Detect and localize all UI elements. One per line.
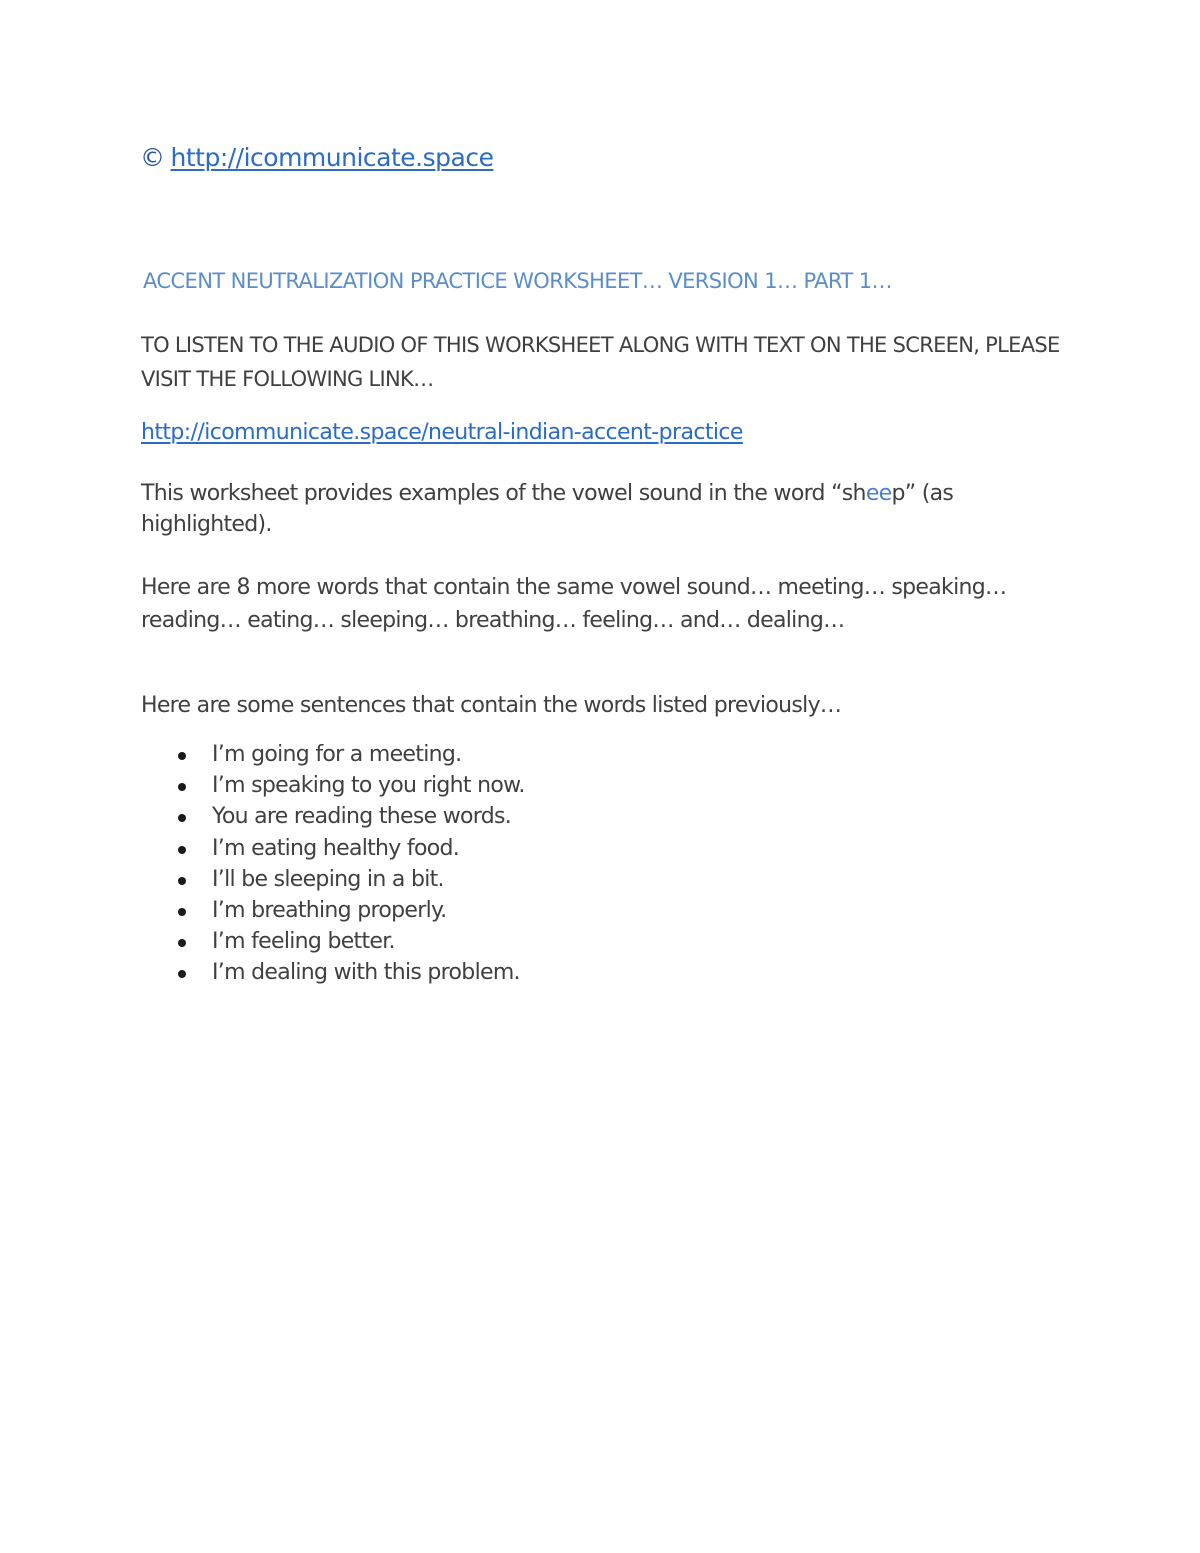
bullet-icon [178, 752, 186, 760]
bullet-icon [178, 814, 186, 822]
worksheet-heading: ACCENT NEUTRALIZATION PRACTICE WORKSHEET… VERSION 1… PART 1… [143, 269, 892, 293]
sentence-text: I’ll be sleeping in a bit. [212, 866, 444, 892]
list-item [141, 801, 525, 832]
list-item [141, 926, 525, 957]
words-paragraph: Here are 8 more words that contain the same vowel sound… meeting… speaking… reading… eating… sleeping… breathing… feeling… and… dealing… [141, 575, 1007, 633]
sentence-text: I’m feeling better. [212, 929, 395, 955]
list-item [141, 833, 525, 864]
sentence-text: You are reading these words. [212, 804, 512, 830]
bullet-icon [178, 908, 186, 916]
list-item [141, 864, 525, 895]
sheep-text-after: p” (as highlighted). [141, 481, 954, 537]
sentence-text: I’m speaking to you right now. [212, 773, 525, 799]
sentence-text: I’m dealing with this problem. [212, 960, 520, 986]
bullet-icon [178, 783, 186, 791]
list-item [141, 739, 525, 770]
audio-instructions: TO LISTEN TO THE AUDIO OF THIS WORKSHEET ALONG WITH TEXT ON THE SCREEN, PLEASE VISIT THE FOLLOWING LINK… [141, 333, 1060, 391]
bullet-icon [178, 877, 186, 885]
sentence-list [141, 739, 525, 989]
list-item [141, 770, 525, 801]
sentences-intro: Here are some sentences that contain the words listed previously… [141, 693, 842, 718]
sentence-text: I’m breathing properly. [212, 897, 447, 923]
sheep-text-before: This worksheet provides examples of the vowel sound in the word “sh [141, 481, 866, 506]
copyright-symbol: © [140, 143, 165, 172]
list-item [141, 957, 525, 988]
bullet-icon [178, 939, 186, 947]
vowel-highlight: ee [865, 481, 892, 506]
sentence-text: I’m eating healthy food. [212, 835, 460, 861]
sentence-text: I’m going for a meeting. [212, 742, 462, 767]
sheep-paragraph [141, 478, 1061, 540]
bullet-icon [178, 846, 186, 854]
bullet-icon [178, 970, 186, 978]
copyright-line [140, 143, 493, 172]
site-link[interactable]: http://icommunicate.space [170, 143, 494, 172]
list-item [141, 895, 525, 926]
audio-practice-link[interactable]: http://icommunicate.space/neutral-indian-accent-practice [141, 420, 743, 445]
